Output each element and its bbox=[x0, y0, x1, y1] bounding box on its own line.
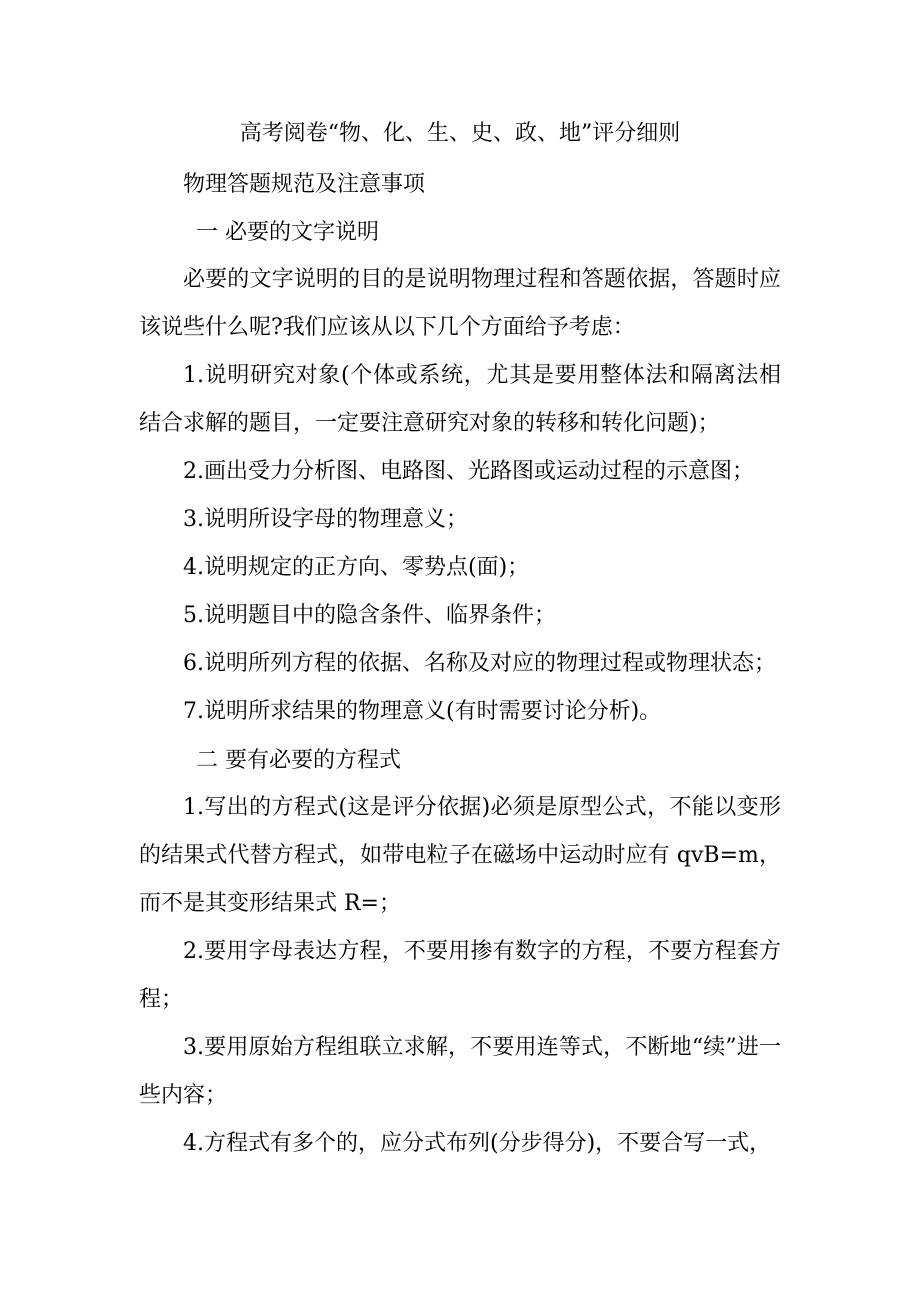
section-2-heading: 二 要有必要的方程式 bbox=[196, 748, 401, 773]
document-title: 高考阅卷“物、化、生、史、政、地”评分细则 bbox=[239, 121, 681, 146]
document-subtitle: 物理答题规范及注意事项 bbox=[183, 172, 426, 197]
section-1-item-3: 3.说明所设字母的物理意义； bbox=[183, 507, 468, 532]
section-2-item-2: 2.要用字母表达方程，不要用掺有数字的方程，不要方程套方程； bbox=[139, 939, 781, 1012]
section-1-item-6: 6.说明所列方程的依据、名称及对应的物理过程或物理状态； bbox=[183, 651, 776, 676]
section-1-intro: 必要的文字说明的目的是说明物理过程和答题依据，答题时应该说些什么呢?我们应该从以下几个方面给予考虑： bbox=[139, 267, 781, 340]
section-1-item-5: 5.说明题目中的隐含条件、临界条件； bbox=[183, 603, 556, 628]
section-2-item-3: 3.要用原始方程组联立求解，不要用连等式，不断地“续”进一些内容； bbox=[139, 1035, 781, 1108]
section-1-item-7: 7.说明所求结果的物理意义(有时需要讨论分析)。 bbox=[183, 699, 662, 724]
section-1-heading: 一 必要的文字说明 bbox=[196, 220, 379, 245]
section-2-item-4: 4.方程式有多个的，应分式布列(分步得分)，不要合写一式， bbox=[183, 1131, 772, 1156]
section-1-item-4: 4.说明规定的正方向、零势点(面)； bbox=[183, 555, 530, 580]
section-1-item-1: 1.说明研究对象(个体或系统，尤其是要用整体法和隔离法相结合求解的题目，一定要注意研究对象的转移和转化问题)； bbox=[139, 363, 781, 436]
section-2-item-1: 1.写出的方程式(这是评分依据)必须是原型公式，不能以变形的结果式代替方程式，如带电粒子在磁场中运动时应有 qvB=m，而不是其变形结果式 R=； bbox=[139, 795, 781, 916]
section-1-item-2: 2.画出受力分析图、电路图、光路图或运动过程的示意图； bbox=[183, 459, 754, 484]
